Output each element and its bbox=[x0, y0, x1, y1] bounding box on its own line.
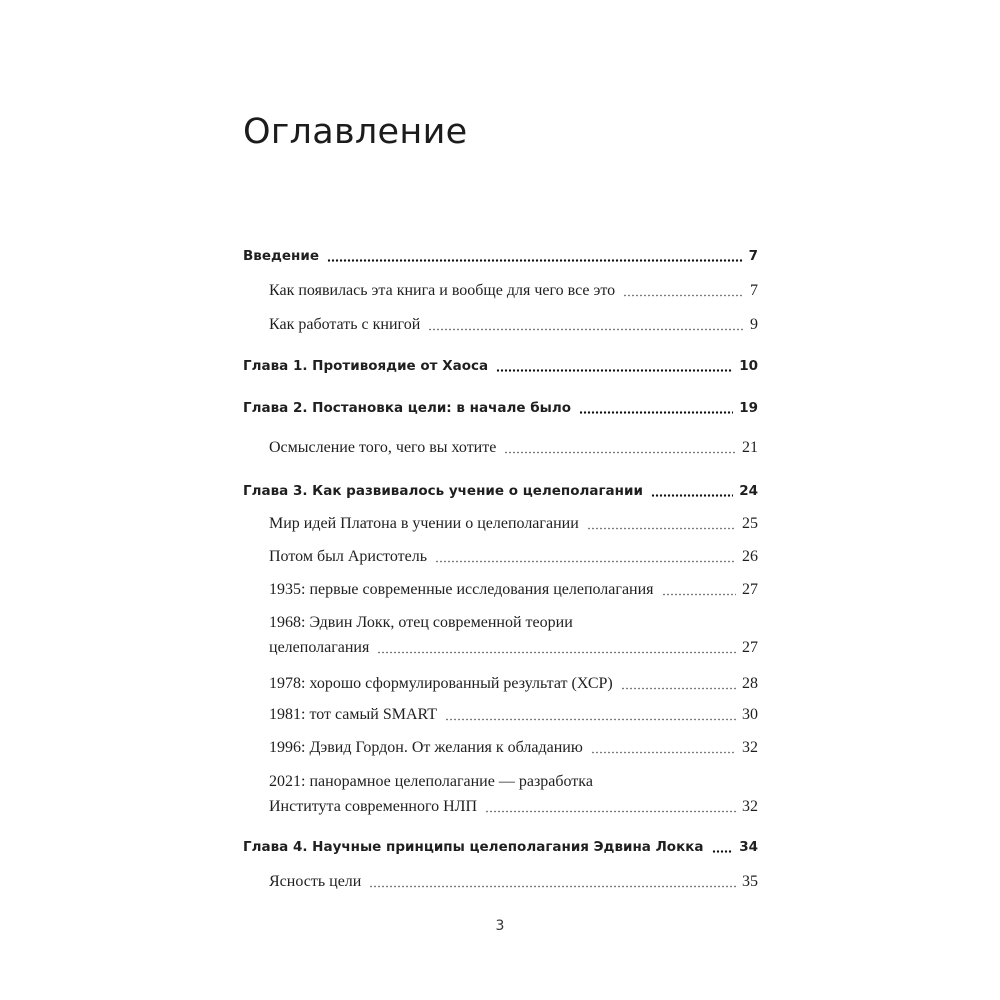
dot-leader bbox=[445, 718, 736, 721]
dot-leader bbox=[712, 850, 734, 853]
toc-entry-title: Глава 1. Противоядие от Хаоса bbox=[243, 358, 489, 374]
toc-entry-section[interactable] bbox=[269, 676, 758, 692]
dot-leader bbox=[377, 651, 736, 654]
toc-entry-section[interactable] bbox=[269, 549, 758, 565]
dot-leader bbox=[621, 687, 736, 690]
toc-entry-page: 9 bbox=[750, 316, 758, 333]
toc-entry-section[interactable] bbox=[269, 874, 758, 890]
toc-entry-title: Глава 4. Научные принципы целеполагания Эдвина Локка bbox=[243, 839, 704, 855]
toc-entry-section[interactable] bbox=[269, 516, 758, 532]
dot-leader bbox=[428, 328, 744, 331]
toc-entry-title-line1: 2021: панорамное целеполагание — разработка bbox=[269, 773, 593, 790]
dot-leader bbox=[369, 885, 736, 888]
dot-leader bbox=[504, 451, 736, 454]
toc-entry-page: 32 bbox=[742, 739, 758, 756]
toc-entry-page: 30 bbox=[742, 706, 758, 723]
toc-entry-section[interactable] bbox=[269, 740, 758, 756]
toc-entry-page: 21 bbox=[742, 439, 758, 456]
page-title: Оглавление bbox=[243, 112, 468, 152]
dot-leader bbox=[435, 560, 736, 563]
toc-entry-section[interactable] bbox=[269, 640, 758, 656]
toc-entry-page: 35 bbox=[742, 873, 758, 890]
dot-leader bbox=[327, 259, 743, 262]
toc-entry-chapter-4[interactable] bbox=[243, 841, 758, 855]
dot-leader bbox=[662, 593, 736, 596]
toc-entry-title: Глава 3. Как развивалось учение о целеполагании bbox=[243, 483, 643, 499]
toc-entry-page: 19 bbox=[739, 400, 758, 416]
toc-entry-section[interactable] bbox=[269, 440, 758, 456]
toc-entry-section[interactable] bbox=[269, 707, 758, 723]
toc-entry-introduction[interactable] bbox=[243, 250, 758, 264]
toc-entry-page: 27 bbox=[742, 639, 758, 656]
page-number: 3 bbox=[495, 918, 505, 934]
toc-entry-title: Потом был Аристотель bbox=[269, 548, 427, 565]
toc-entry-title: Как работать с книгой bbox=[269, 316, 421, 333]
dot-leader bbox=[587, 527, 736, 530]
toc-entry-title: Института современного НЛП bbox=[269, 798, 478, 815]
dot-leader bbox=[579, 411, 733, 414]
toc-entry-title: 1935: первые современные исследования целеполагания bbox=[269, 581, 654, 598]
toc-entry-page: 34 bbox=[739, 839, 758, 855]
toc-entry-page: 10 bbox=[739, 358, 758, 374]
toc-entry-chapter-1[interactable] bbox=[243, 360, 758, 374]
toc-entry-page: 24 bbox=[739, 483, 758, 499]
toc-entry-page: 7 bbox=[750, 282, 758, 299]
dot-leader bbox=[591, 751, 736, 754]
toc-entry-title: Глава 2. Постановка цели: в начале было bbox=[243, 400, 572, 416]
toc-entry-title: Ясность цели bbox=[269, 873, 362, 890]
toc-entry-page: 25 bbox=[742, 515, 758, 532]
toc-entry-section[interactable] bbox=[269, 283, 758, 299]
toc-entry-title: 1996: Дэвид Гордон. От желания к обладанию bbox=[269, 739, 583, 756]
toc-entry-title: 1978: хорошо сформулированный результат (ХСР) bbox=[269, 675, 613, 692]
dot-leader bbox=[623, 294, 744, 297]
toc-entry-title: 1981: тот самый SMART bbox=[269, 706, 438, 723]
dot-leader bbox=[651, 494, 733, 497]
toc-entry-chapter-2[interactable] bbox=[243, 402, 758, 416]
toc-entry-title: Как появилась эта книга и вообще для чего все это bbox=[269, 282, 616, 299]
toc-entry-page: 27 bbox=[742, 581, 758, 598]
toc-entry-title: Осмысление того, чего вы хотите bbox=[269, 439, 497, 456]
toc-entry-title: целеполагания bbox=[269, 639, 370, 656]
toc-entry-chapter-3[interactable] bbox=[243, 485, 758, 499]
dot-leader bbox=[485, 810, 736, 813]
toc-entry-page: 26 bbox=[742, 548, 758, 565]
toc-entry-section[interactable] bbox=[269, 799, 758, 815]
toc-entry-page: 32 bbox=[742, 798, 758, 815]
toc-entry-section[interactable] bbox=[269, 582, 758, 598]
toc-entry-page: 28 bbox=[742, 675, 758, 692]
toc-entry-title: Мир идей Платона в учении о целеполагании bbox=[269, 515, 579, 532]
dot-leader bbox=[496, 369, 733, 372]
toc-entry-page: 7 bbox=[748, 248, 758, 264]
toc-entry-section[interactable] bbox=[269, 317, 758, 333]
toc-entry-title-line1: 1968: Эдвин Локк, отец современной теории bbox=[269, 614, 573, 631]
toc-entry-title: Введение bbox=[243, 248, 319, 264]
